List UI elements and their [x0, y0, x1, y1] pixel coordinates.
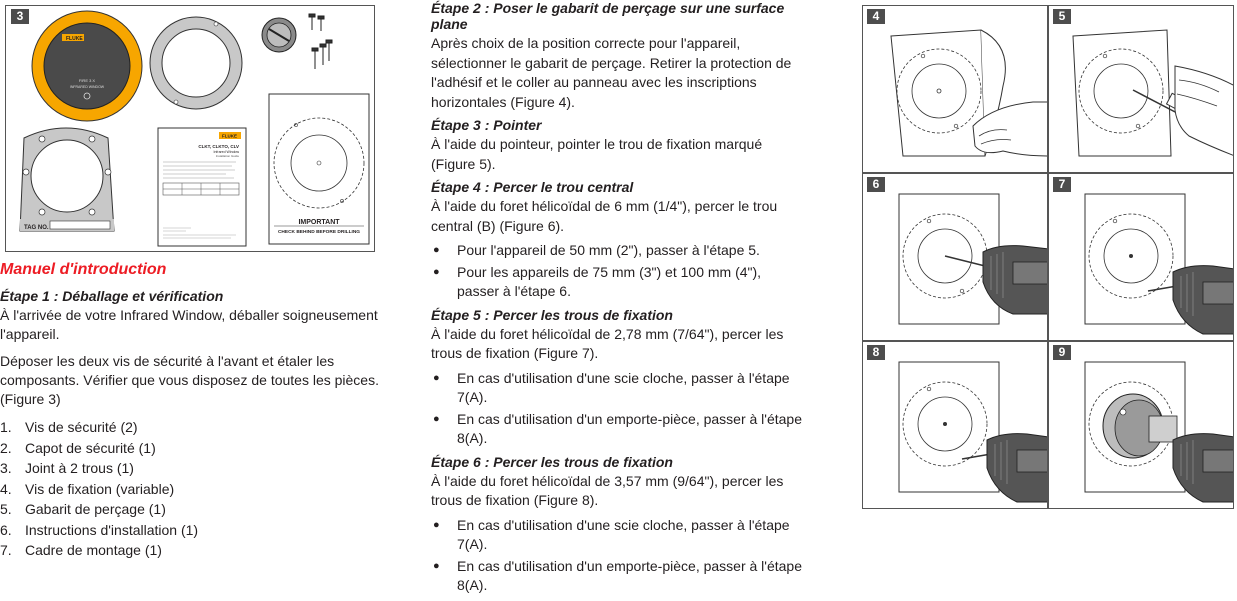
list-text: Vis de fixation (variable) — [25, 480, 175, 497]
cap-line2-text: INFRARED WINDOW — [69, 85, 105, 89]
figure-4-illustration — [863, 6, 1048, 173]
step5-paragraph: À l'aide du foret hélicoïdal de 2,78 mm (7/64"), percer les trous de fixation (Figure 7). — [431, 325, 784, 361]
step3-heading: Étape 3 : Pointer — [431, 117, 542, 133]
figure-number: 9 — [1053, 345, 1071, 360]
list-item — [431, 516, 803, 555]
list-text: Instructions d'installation (1) — [25, 521, 199, 538]
list-item — [0, 417, 380, 438]
step2-heading: Étape 2 : Poser le gabarit de perçage sur une surface plane — [431, 0, 785, 32]
components-illustration — [6, 6, 376, 253]
list-text: Gabarit de perçage (1) — [25, 501, 166, 517]
figure-6-drill-center — [862, 173, 1048, 341]
list-text: Capot de sécurité (1) — [25, 439, 156, 456]
step1-paragraph-2: Déposer les deux vis de sécurité à l'avant et étaler les composants. Vérifier que vous disposez de toutes les pièces.(Figure 3) — [0, 353, 379, 407]
bullet-icon: ● — [433, 265, 440, 278]
figure-6-illustration — [863, 174, 1048, 341]
figure-number: 5 — [1053, 9, 1071, 24]
figure-number: 8 — [867, 345, 885, 360]
gasket — [150, 17, 242, 109]
list-item — [0, 479, 380, 500]
list-item — [431, 241, 803, 261]
figure-8-illustration — [863, 342, 1048, 509]
installation-booklet — [158, 128, 246, 246]
step2-paragraph: Après choix de la position correcte pour l'appareil, sélectionner le gabarit de perçage. Retirer la protection de l'adhésif et le coller au panneau avec les inscriptions horizontales (Figure 4). — [431, 35, 792, 110]
booklet-subtitle2: Installation Guide — [215, 154, 239, 158]
list-text: En cas d'utilisation d'une scie cloche, passer à l'étape 7(A). — [457, 369, 790, 405]
bullet-icon: ● — [433, 518, 440, 531]
bullet-icon: ● — [433, 244, 440, 256]
figure-number: 7 — [1053, 177, 1071, 192]
list-number: 5. — [0, 501, 12, 517]
list-number: 2. — [0, 439, 12, 456]
list-number: 6. — [0, 521, 12, 538]
figure-9-illustration — [1049, 342, 1234, 509]
step3-paragraph: À l'aide du pointeur, pointer le trou de fixation marqué (Figure 5). — [431, 136, 763, 172]
list-text: En cas d'utilisation d'un emporte-pièce, passer à l'étape 8(A). — [457, 557, 802, 593]
booklet-title: CLKT, CLKTO, CLV — [198, 144, 239, 149]
list-text: Vis de sécurité (2) — [25, 419, 138, 435]
list-item — [0, 438, 380, 459]
list-text: Pour les appareils de 75 mm (3") et 100 mm (4"), passer à l'étape 6. — [457, 263, 762, 299]
figure-4-apply-template — [862, 5, 1048, 173]
step1-heading: Étape 1 : Déballage et vérification — [0, 288, 224, 304]
security-screw-knob — [262, 18, 296, 52]
cap-line1-text: FIRE 3 X — [78, 78, 96, 83]
list-number: 4. — [0, 480, 12, 497]
tag-label: TAG NO. — [24, 225, 49, 231]
list-text: Joint à 2 trous (1) — [25, 460, 134, 476]
list-item — [0, 540, 380, 561]
left-column — [0, 258, 380, 561]
bullet-icon: ● — [433, 371, 440, 384]
list-item — [0, 499, 380, 520]
fixing-screws — [309, 14, 332, 69]
step6-bullets — [431, 516, 803, 596]
list-text: En cas d'utilisation d'un emporte-pièce, passer à l'étape 8(A). — [457, 410, 802, 446]
list-text: Pour l'appareil de 50 mm (2"), passer à l'étape 5. — [457, 242, 760, 258]
template-title: IMPORTANT — [298, 219, 340, 226]
list-item — [431, 557, 803, 596]
step6-paragraph: À l'aide du foret hélicoïdal de 3,57 mm (9/64"), percer les trous de fixation (Figure 8). — [431, 472, 784, 508]
step4-heading: Étape 4 : Percer le trou central — [431, 179, 634, 195]
list-item — [431, 369, 803, 408]
step6-heading: Étape 6 : Percer les trous de fixation — [431, 453, 673, 470]
figure-5-illustration — [1049, 6, 1234, 173]
figure-7-drill-mounting — [1048, 173, 1234, 341]
list-text: En cas d'utilisation d'une scie cloche, passer à l'étape 7(A). — [457, 516, 790, 552]
list-item — [431, 410, 803, 449]
list-item — [0, 520, 380, 541]
list-number: 7. — [0, 542, 12, 558]
figure-number: 3 — [11, 9, 29, 24]
figure-grid — [862, 5, 1234, 509]
figure-8-drill-mounting-large — [862, 341, 1048, 509]
figure-number: 4 — [867, 9, 885, 24]
drilling-template — [269, 94, 369, 244]
step1-paragraph-1: À l'arrivée de votre Infrared Window, déballer soigneusement l'appareil. — [0, 307, 378, 342]
mounting-frame — [20, 128, 114, 231]
cap-brand-text: FLUKE — [66, 36, 83, 42]
section-title: Manuel d'introduction — [0, 261, 167, 278]
step4-bullets — [431, 241, 803, 302]
list-item — [0, 458, 380, 479]
figure-3-components — [5, 5, 375, 252]
step5-heading: Étape 5 : Percer les trous de fixation — [431, 306, 673, 323]
figure-5-center-punch — [1048, 5, 1234, 173]
figure-7-illustration — [1049, 174, 1234, 341]
booklet-brand: FLUKE — [222, 133, 237, 139]
list-number: 3. — [0, 460, 12, 476]
list-item — [431, 263, 803, 302]
figure-number: 6 — [867, 177, 885, 192]
figure-9-hole-saw — [1048, 341, 1234, 509]
list-text: Cadre de montage (1) — [25, 542, 162, 558]
template-subtitle: CHECK BEHIND BEFORE DRILLING — [277, 230, 361, 235]
step5-bullets — [431, 369, 803, 449]
middle-column — [431, 0, 803, 601]
parts-list — [0, 417, 380, 561]
booklet-subtitle: Infrared Window — [213, 150, 239, 154]
bullet-icon: ● — [433, 559, 440, 572]
security-cap — [32, 11, 142, 121]
step4-paragraph: À l'aide du foret hélicoïdal de 6 mm (1/4"), percer le trou central (B) (Figure 6). — [431, 198, 778, 234]
list-number: 1. — [0, 419, 12, 435]
bullet-icon: ● — [433, 412, 440, 425]
